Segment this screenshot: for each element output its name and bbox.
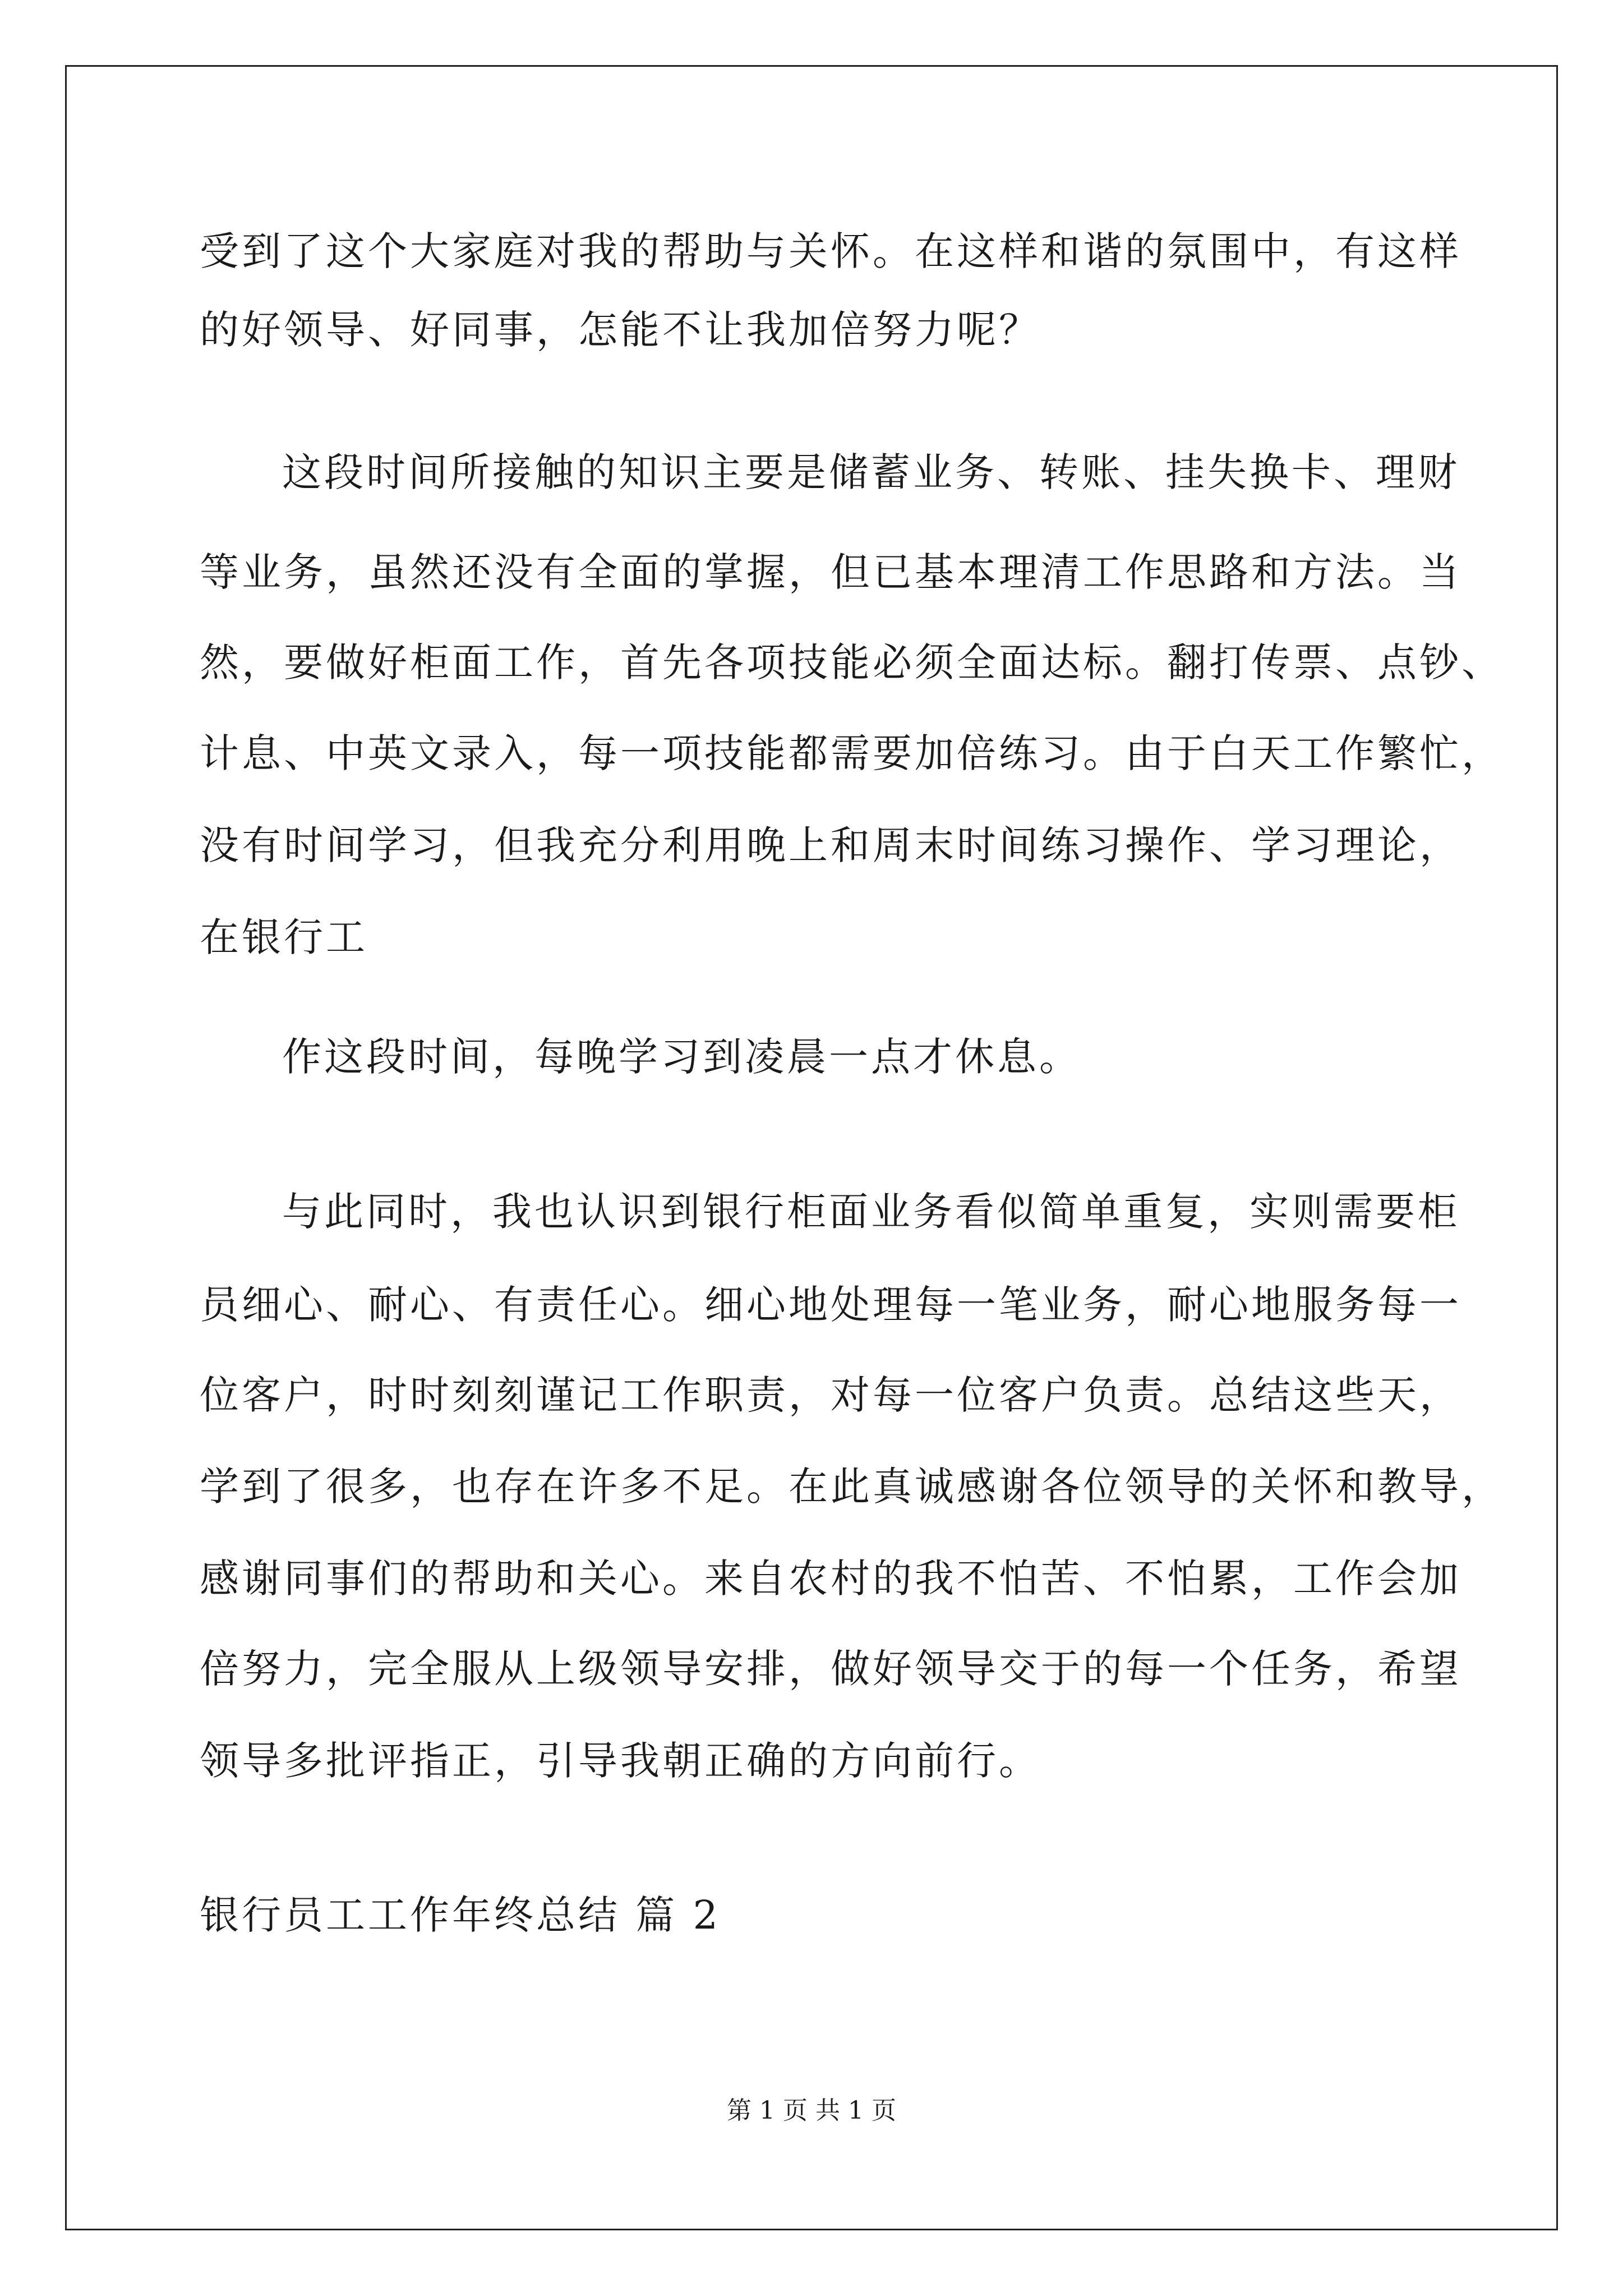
text-line: 等业务，虽然还没有全面的掌握，但已基本理清工作思路和方法。当: [200, 549, 1461, 595]
text-line: 的好领导、好同事，怎能不让我加倍努力呢？: [200, 307, 1041, 353]
text-line: 在银行工: [200, 914, 368, 960]
text-line: 受到了这个大家庭对我的帮助与关怀。在这样和谐的氛围中，有这样: [200, 228, 1461, 274]
page-footer: 第 1 页 共 1 页: [727, 2096, 896, 2125]
text-line: 员细心、耐心、有责任心。细心地处理每一笔业务，耐心地服务每一: [200, 1282, 1461, 1328]
text-line: 位客户，时时刻刻谨记工作职责，对每一位客户负责。总结这些天，: [200, 1372, 1461, 1418]
paragraph-start-line: 这段时间所接触的知识主要是储蓄业务、转账、挂失换卡、理财: [282, 449, 1460, 495]
text-line: 计息、中英文录入，每一项技能都需要加倍练习。由于白天工作繁忙，: [200, 730, 1504, 776]
paragraph-start-line: 与此同时，我也认识到银行柜面业务看似简单重复，实则需要柜: [282, 1189, 1460, 1235]
section-heading: 银行员工工作年终总结 篇 2: [200, 1892, 721, 1938]
text-line: 没有时间学习，但我充分利用晚上和周末时间练习操作、学习理论，: [200, 822, 1461, 868]
text-line: 然，要做好柜面工作，首先各项技能必须全面达标。翻打传票、点钞、: [200, 639, 1504, 685]
paragraph-start-line: 作这段时间，每晚学习到凌晨一点才休息。: [282, 1034, 1081, 1080]
text-line: 学到了很多，也存在许多不足。在此真诚感谢各位领导的关怀和教导，: [200, 1464, 1504, 1510]
text-line: 倍努力，完全服从上级领导安排，做好领导交于的每一个任务，希望: [200, 1646, 1461, 1692]
text-line: 感谢同事们的帮助和关心。来自农村的我不怕苦、不怕累，工作会加: [200, 1556, 1461, 1602]
text-line: 领导多批评指正，引导我朝正确的方向前行。: [200, 1738, 1041, 1784]
